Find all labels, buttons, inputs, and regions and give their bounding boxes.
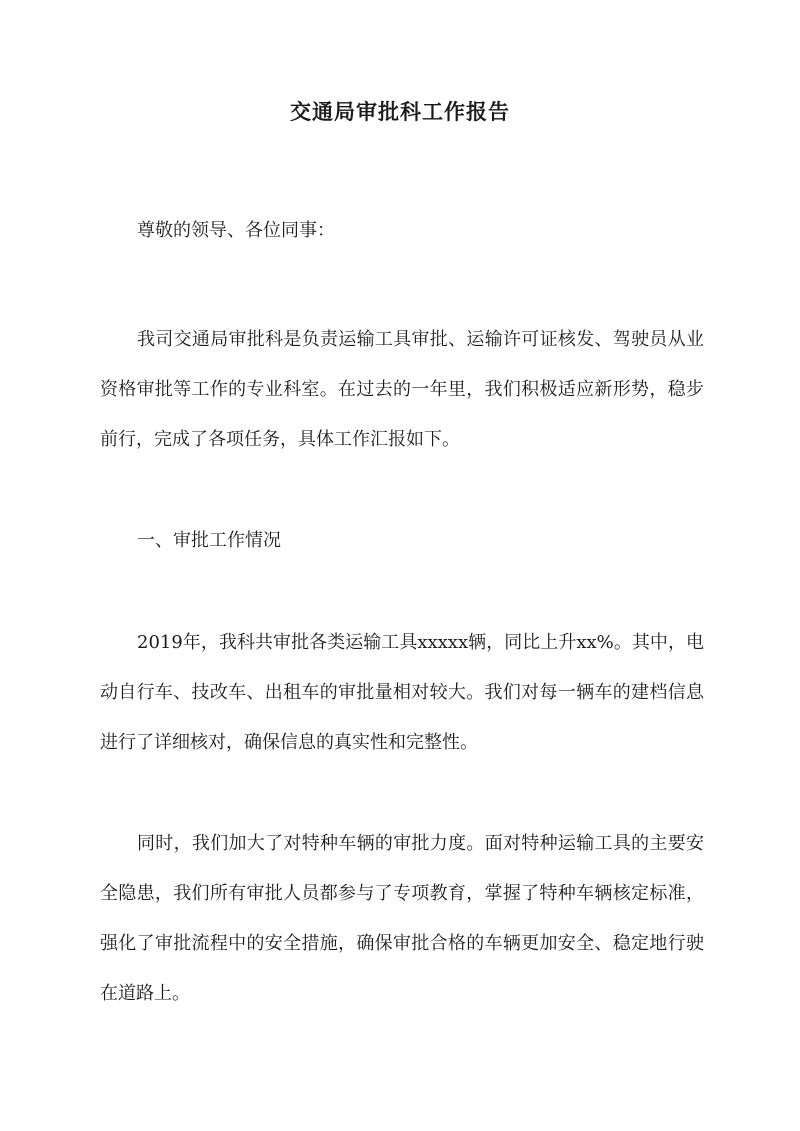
paragraph-intro: 我司交通局审批科是负责运输工具审批、运输许可证核发、驾驶员从业资格审批等工作的专业科室。在过去的一年里，我们积极适应新形势，稳步前行，完成了各项任务，具体工作汇报如下。 bbox=[100, 329, 704, 450]
section-heading-approval: 一、审批工作情况 bbox=[137, 530, 281, 551]
paragraph-special-vehicles: 同时，我们加大了对特种车辆的审批力度。面对特种运输工具的主要安全隐患，我们所有审批人员都参与了专项教育，掌握了特种车辆核定标准，强化了审批流程中的安全措施，确保审批合格的车辆更加安全、稳定地行驶在道路上。 bbox=[100, 833, 704, 1004]
salutation: 尊敬的领导、各位同事： bbox=[137, 220, 335, 241]
paragraph-approval-2019: 2019年，我科共审批各类运输工具xxxxx辆，同比上升xx%。其中，电动自行车、技改车、出租车的审批量相对较大。我们对每一辆车的建档信息进行了详细核对，确保信息的真实性和完整性。 bbox=[100, 632, 704, 753]
document-title: 交通局审批科工作报告 bbox=[290, 99, 510, 124]
